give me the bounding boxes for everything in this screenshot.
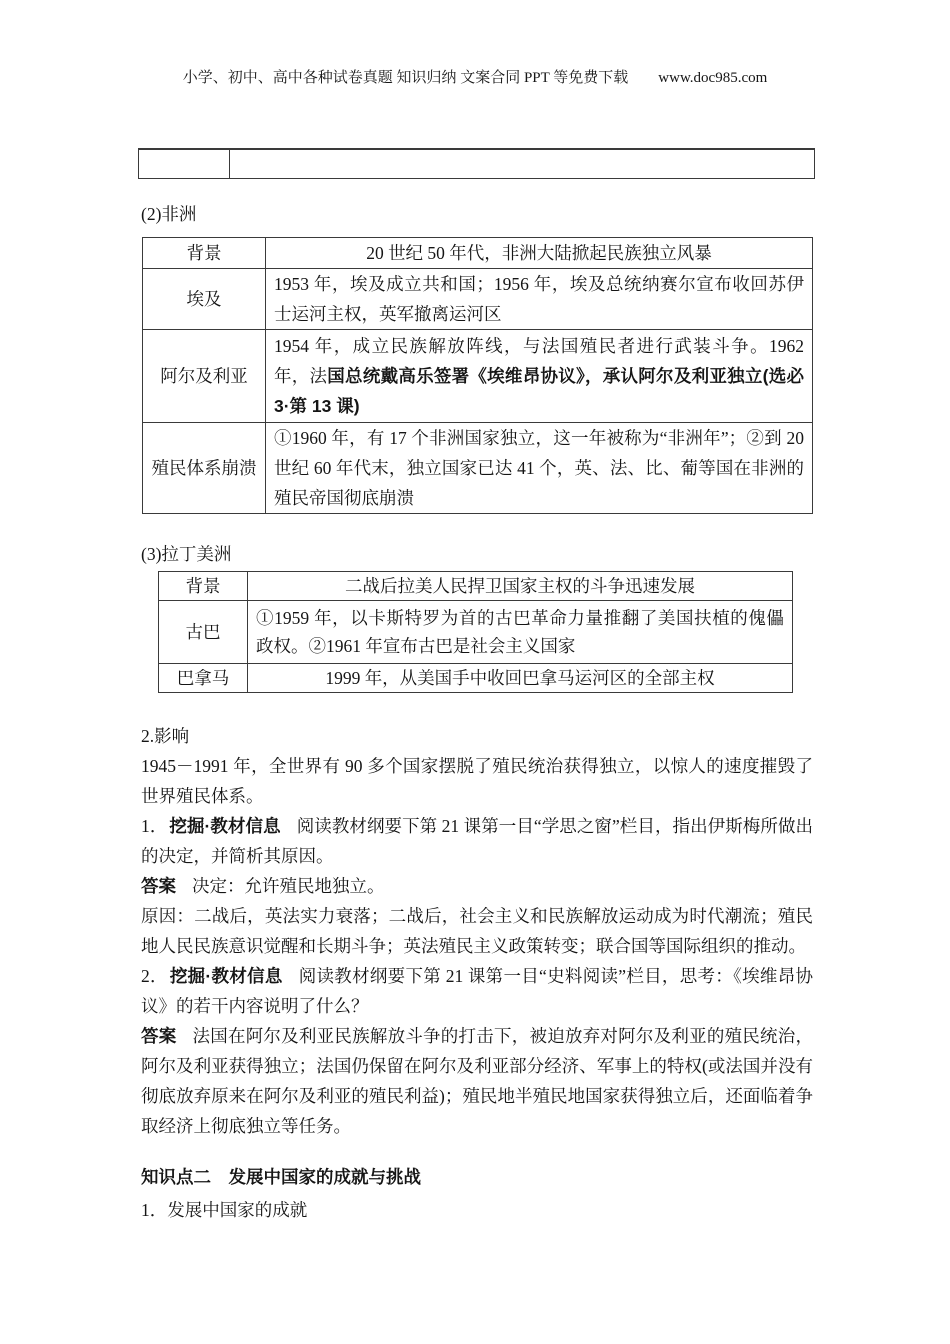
answer-tag: 答案 <box>141 1026 177 1046</box>
question-1 <box>141 811 813 871</box>
knowledge-point-2-item-1: 1．发展中国家的成就 <box>141 1200 308 1220</box>
table-row <box>143 238 813 269</box>
africa-section-heading: (2)非洲 <box>141 204 197 224</box>
answer-1-reason: 原因：二战后，英法实力衰落；二战后，社会主义和民族解放运动成为时代潮流；殖民地人民民族意识觉醒和长期斗争；英法殖民主义政策转变；联合国等国际组织的推动。 <box>141 906 813 956</box>
impact-heading: 2.影响 <box>141 726 190 746</box>
knowledge-point-2-heading: 知识点二 发展中国家的成就与挑战 <box>141 1167 421 1187</box>
table-row <box>139 149 815 179</box>
row-content-normal: 1954 年，成立民族解放阵线，与法国殖民者进行武装斗争。1962 年，法 <box>274 336 804 386</box>
row-content: ①1960 年，有 17 个非洲国家独立，这一年被称为“非洲年”；②到 20 世纪 60 年代末，独立国家已达 41 个，英、法、比、葡等国在非洲的殖民帝国彻底崩溃 <box>266 423 813 514</box>
africa-table <box>142 237 813 514</box>
row-content: ①1959 年，以卡斯特罗为首的古巴革命力量推翻了美国扶植的傀儡政权。②1961 年宣布古巴是社会主义国家 <box>248 601 793 664</box>
header-tagline: 小学、初中、高中各种试卷真题 知识归纳 文案合同 PPT 等免费下载 <box>182 70 629 86</box>
table-row <box>143 423 813 514</box>
row-label: 古巴 <box>159 601 248 664</box>
row-content: 20 世纪 50 年代，非洲大陆掀起民族独立风暴 <box>266 238 813 269</box>
table-row <box>143 269 813 330</box>
question-number: 2． <box>141 966 168 986</box>
fragment-content-cell <box>230 149 815 179</box>
question-tag: 挖掘·教材信息 <box>169 816 281 836</box>
body-text-block <box>141 721 813 1225</box>
fragment-label-cell <box>139 149 230 179</box>
answer-tag: 答案 <box>141 876 176 896</box>
row-label: 阿尔及利亚 <box>143 330 266 423</box>
row-content <box>266 330 813 423</box>
table-row <box>159 601 793 664</box>
row-label: 背景 <box>143 238 266 269</box>
answer-text: 决定：允许殖民地独立。 <box>192 876 385 896</box>
answer-1 <box>141 871 813 901</box>
latin-america-section-heading: (3)拉丁美洲 <box>141 544 232 564</box>
latin-america-table <box>158 571 793 693</box>
table-row <box>159 664 793 693</box>
row-label: 背景 <box>159 572 248 601</box>
header-url: www.doc985.com <box>658 70 768 86</box>
question-2 <box>141 961 813 1021</box>
question-number: 1． <box>141 816 168 836</box>
row-content: 1999 年，从美国手中收回巴拿马运河区的全部主权 <box>248 664 793 693</box>
question-text: 阅读教材纲要下第 21 课第一目“史料阅读”栏目，思考：《埃维昂协议》的若干内容说明了什么？ <box>141 966 814 1016</box>
site-header <box>0 66 950 87</box>
row-label: 埃及 <box>143 269 266 330</box>
question-text: 阅读教材纲要下第 21 课第一目“学思之窗”栏目，指出伊斯梅所做出的决定，并简析其原因。 <box>141 816 814 866</box>
row-content: 1953 年，埃及成立共和国；1956 年，埃及总统纳赛尔宣布收回苏伊士运河主权，英军撤离运河区 <box>266 269 813 330</box>
row-content-bold: 国总统戴高乐签署《埃维昂协议》，承认阿尔及利亚独立(选必 3·第 13 课) <box>274 366 805 416</box>
row-content: 二战后拉美人民捍卫国家主权的斗争迅速发展 <box>248 572 793 601</box>
row-label: 殖民体系崩溃 <box>143 423 266 514</box>
impact-paragraph: 1945－1991 年，全世界有 90 多个国家摆脱了殖民统治获得独立，以惊人的速度摧毁了世界殖民体系。 <box>141 756 813 806</box>
question-tag: 挖掘·教材信息 <box>169 966 283 986</box>
table-row <box>143 330 813 423</box>
previous-page-table-fragment <box>138 148 815 179</box>
answer-2 <box>141 1021 813 1141</box>
row-label: 巴拿马 <box>159 664 248 693</box>
table-row <box>159 572 793 601</box>
answer-text: 法国在阿尔及利亚民族解放斗争的打击下，被迫放弃对阿尔及利亚的殖民统治，阿尔及利亚获得独立；法国仍保留在阿尔及利亚部分经济、军事上的特权(或法国并没有彻底放弃原来在阿尔及利亚的殖民利益)；殖民地半殖民地国家获得独立后，还面临着争取经济上彻底独立等任务。 <box>141 1026 814 1136</box>
